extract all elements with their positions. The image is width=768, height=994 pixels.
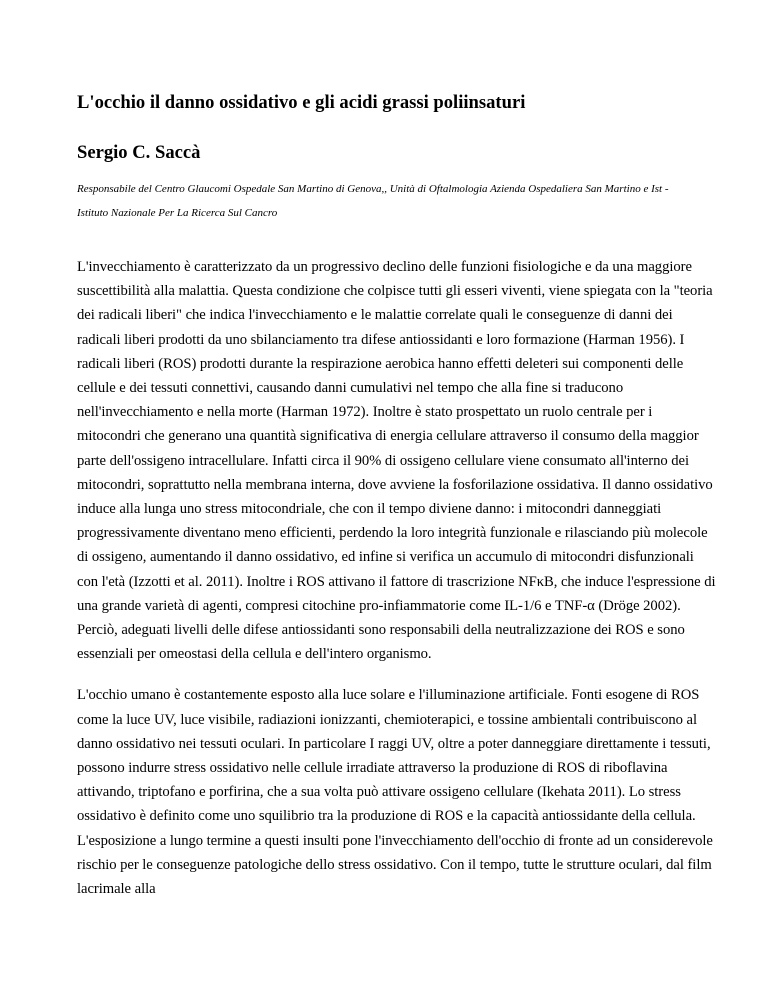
body-paragraph-1: L'invecchiamento è caratterizzato da un progressivo declino delle funzioni fisiologiche e da una maggiore suscettibilità alla malattia. Questa condizione che colpisce tutti gli esseri viventi, viene spiegata con la "teoria dei radicali liberi" che indica l'invecchiamento e le malattie correlate quali le conseguenze di danni dei radicali liberi prodotti da uno sbilanciamento tra difese antiossidanti e loro formazione (Harman 1956). I radicali liberi (ROS) prodotti durante la respirazione aerobica hanno effetti deleteri sui componenti delle cellule e dei tessuti connettivi, causando danni cumulativi nel tempo che alla fine si traducono nell'invecchiamento e nella morte (Harman 1972). Inoltre è stato prospettato un ruolo centrale per i mitocondri che generano una quantità significativa di energia cellulare attraverso il consumo della maggior parte dell'ossigeno intracellulare. Infatti circa il 90% di ossigeno cellulare viene consumato all'interno dei mitocondri, soprattutto nella membrana interna, dove avviene la fosforilazione ossidativa. Il danno ossidativo induce alla lunga uno stress mitocondriale, che con il tempo diviene danno: i mitocondri danneggiati progressivamente diventano meno efficienti, perdendo la loro integrità funzionale e rilasciando più molecole di ossigeno, aumentando il danno ossidativo, ed infine si verifica un accumulo di mitocondri disfunzionali con l'età (Izzotti et al. 2011). Inoltre i ROS attivano il fattore di trascrizione NFκB, che induce l'espressione di una grande varietà di agenti, compresi citochine pro-infiammatorie come IL-1/6 e TNF-α (Dröge 2002). Perciò, adeguati livelli delle difese antiossidanti sono responsabili della neutralizzazione dei ROS e sono essenziali per omeostasi della cellula e dell'intero organismo. xyxy=(77,259,716,663)
document-title: L'occhio il danno ossidativo e gli acidi grassi poliinsaturi xyxy=(77,92,526,113)
document-author: Sergio C. Saccà xyxy=(77,142,201,163)
author-affiliation: Responsabile del Centro Glaucomi Ospedale San Martino di Genova,, Unità di Oftalmologia Azienda Ospedaliera San Martino e Ist -Istituto Nazionale Per La Ricerca Sul Cancro xyxy=(77,183,669,219)
document-body xyxy=(77,255,717,901)
body-paragraph-2: L'occhio umano è costantemente esposto alla luce solare e l'illuminazione artificiale. Fonti esogene di ROS come la luce UV, luce visibile, radiazioni ionizzanti, chemioterapici, e tossine ambientali contribuiscono al danno ossidativo nei tessuti oculari. In particolare I raggi UV, oltre a poter danneggiare direttamente i tessuti, possono indurre stress ossidativo nelle cellule irradiate attraverso la produzione di ROS di riboflavina attivando, triptofano e porfirina, che a sua volta può attivare ossigeno cellulare (Ikehata 2011). Lo stress ossidativo è definito come uno squilibrio tra la produzione di ROS e la capacità antiossidante della cellula. L'esposizione a lungo termine a questi insulti pone l'invecchiamento dell'occhio di fronte ad un considerevole rischio per le conseguenze patologiche dello stress ossidativo. Con il tempo, tutte le strutture oculari, dal film lacrimale alla xyxy=(77,687,713,898)
